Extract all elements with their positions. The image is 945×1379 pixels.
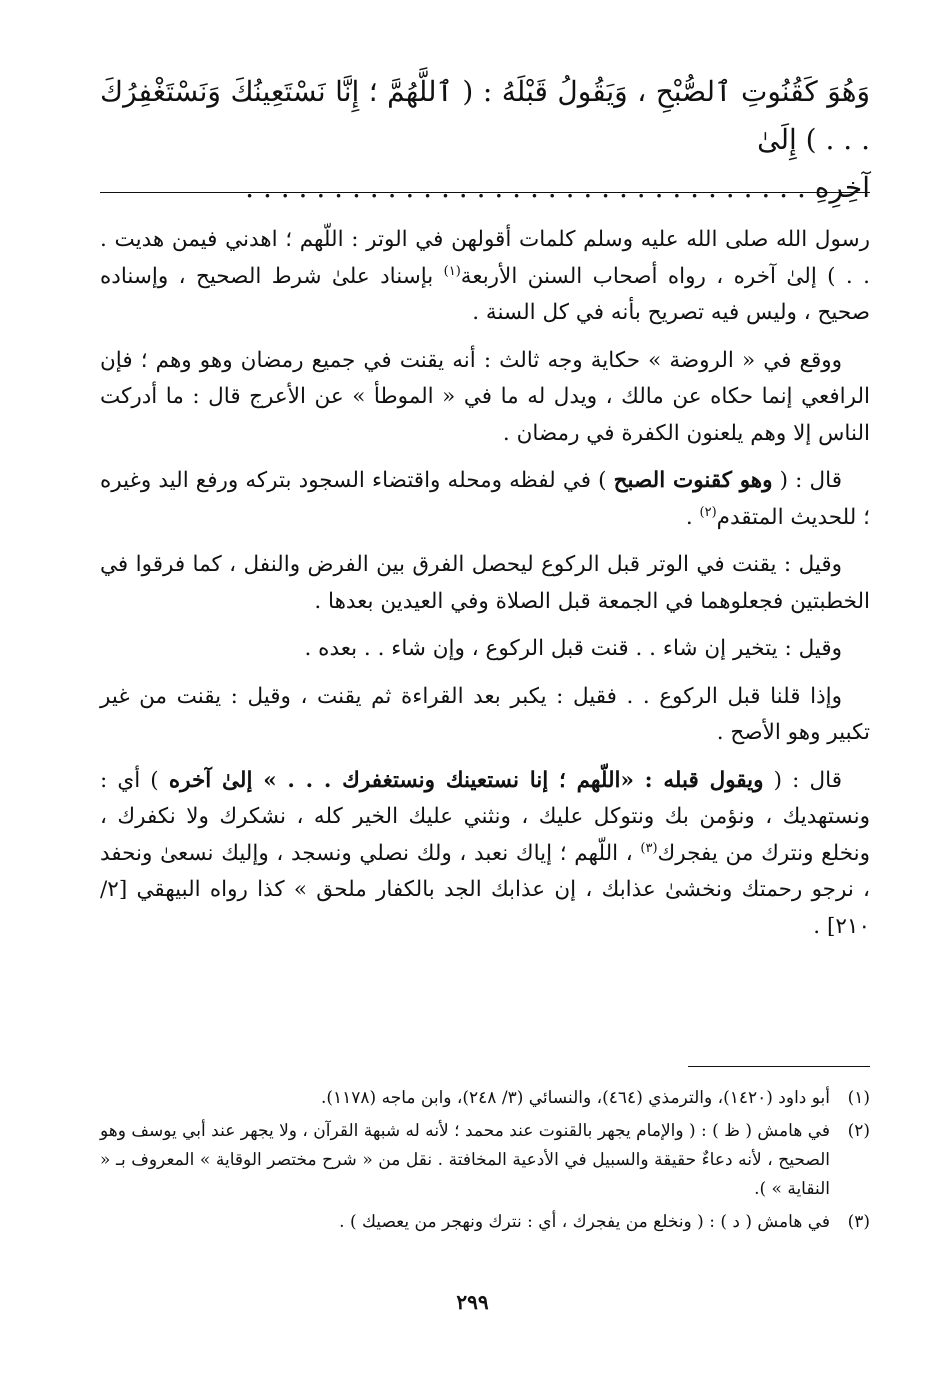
footnote-number: (١) bbox=[847, 1088, 870, 1108]
paragraph-5: وقيل : يتخير إن شاء . . قنت قبل الركوع ، وإن شاء . . بعده . bbox=[304, 636, 842, 661]
footnote-ref-1: (١) bbox=[443, 263, 461, 279]
footnote-3 bbox=[100, 1208, 870, 1237]
footnote-text: أبو داود (١٤٢٠)، والترمذي (٤٦٤)، والنسائي (٣/ ٢٤٨)، وابن ماجه (١١٧٨). bbox=[320, 1088, 830, 1108]
matn-line-2: آخِرِهِ . . . . . . . . . . . . . . . . . . . . . . . . . . . . . . . . bbox=[245, 171, 870, 204]
footnote-2 bbox=[100, 1117, 870, 1204]
paragraph-6: وإذا قلنا قبل الركوع . . فقيل : يكبر بعد القراءة ثم يقنت ، وقيل : يقنت من غير تكبير وهو الأصح . bbox=[100, 683, 870, 745]
footnote-text: في هامش ( د ) : ( ونخلع من يفجرك ، أي : نترك ونهجر من يعصيك ) . bbox=[339, 1212, 830, 1232]
matn-text bbox=[100, 68, 870, 212]
paragraph-1-text: رسول الله صلى الله عليه وسلم كلمات أقولهن في الوتر : اللّهم ؛ اهدني فيمن هديت . . . ) إلىٰ آخره ، رواه أصحاب السنن الأربعة bbox=[100, 227, 870, 289]
footnote-ref-2: (٢) bbox=[699, 504, 717, 520]
paragraph-7-lead: قال : ( bbox=[763, 767, 842, 793]
page-number: ٢٩٩ bbox=[456, 1290, 489, 1314]
footnote-1 bbox=[100, 1084, 870, 1113]
paragraph-3 bbox=[100, 463, 870, 536]
paragraph-3-lead: قال : ( bbox=[772, 468, 843, 493]
footnotes bbox=[100, 1084, 870, 1241]
quoted-matn-2: ويقول قبله : «اللّهم ؛ إنا نستعينك ونستغفرك . . . » إلىٰ آخره bbox=[168, 767, 764, 793]
footnote-text: في هامش ( ظ ) : ( والإمام يجهر بالقنوت عند محمد ؛ لأنه له شبهة القرآن ، ولا يجهر عند أبي يوسف وهو الصحيح ، لأنه دعاءٌ حقيقة والسبيل في الأدعية المخافتة . نقل من « شرح مختصر الوقاية » المعروف بـ « النقاية » ). bbox=[100, 1121, 830, 1199]
footnote-number: (٢) bbox=[847, 1121, 870, 1141]
paragraph-4: وقيل : يقنت في الوتر قبل الركوع ليحصل الفرق بين الفرض والنفل ، كما فرقوا في الخطبتين فجعلوهما في الجمعة قبل الصلاة وفي العيدين بعدها . bbox=[100, 552, 870, 614]
paragraph-7-mid: ) أي : ونستهديك ، ونؤمن بك ونتوكل عليك ، ونثني عليك الخير كله ، نشكرك ولا نكفرك ، ونخلع ونترك من يفجرك bbox=[100, 767, 870, 866]
footnote-number: (٣) bbox=[847, 1212, 870, 1232]
footnote-ref-3: (٣) bbox=[640, 840, 658, 856]
paragraph-3-end: . bbox=[685, 504, 700, 530]
paragraph-7-end: ، اللّهم ؛ إياك نعبد ، ولك نصلي ونسجد ، وإليك نسعىٰ ونحفد ، نرجو رحمتك ونخشىٰ عذابك ، إن عذابك الجد بالكفار ملحق » كذا رواه البيهقي [٢/ ٢١٠] . bbox=[100, 840, 870, 939]
footnote-separator-rule bbox=[688, 1066, 870, 1067]
matn-separator-rule bbox=[100, 192, 870, 193]
paragraph-2: ووقع في « الروضة » حكاية وجه ثالث : أنه يقنت في جميع رمضان وهو وهم ؛ فإن الرافعي إنما حكاه عن مالك ، ويدل له ما في « الموطأ » عن الأعرج قال : ما أدركت الناس إلا وهم يلعنون الكفرة في رمضان . bbox=[100, 347, 870, 446]
paragraph-1 bbox=[100, 222, 870, 332]
matn-line-1: وَهُوَ كَقُنُوتِ ٱلصُّبْحِ ، وَيَقُولُ قَبْلَهُ : ( ٱللَّهُمَّ ؛ إِنَّا نَسْتَعِينُكَ وَنَسْتَغْفِرُكَ . . . ) إِلَىٰ bbox=[100, 75, 870, 156]
paragraph-3-mid: ) في لفظه ومحله واقتضاء السجود بتركه ورفع اليد وغيره ؛ للحديث المتقدم bbox=[100, 468, 870, 530]
paragraph-7 bbox=[100, 763, 870, 946]
commentary-text bbox=[100, 222, 870, 956]
quoted-matn-1: وهو كقنوت الصبح bbox=[613, 468, 773, 493]
paragraph-1-tail: بإسناد علىٰ شرط الصحيح ، وإسناده صحيح ، وليس فيه تصريح بأنه في كل السنة . bbox=[100, 263, 870, 325]
